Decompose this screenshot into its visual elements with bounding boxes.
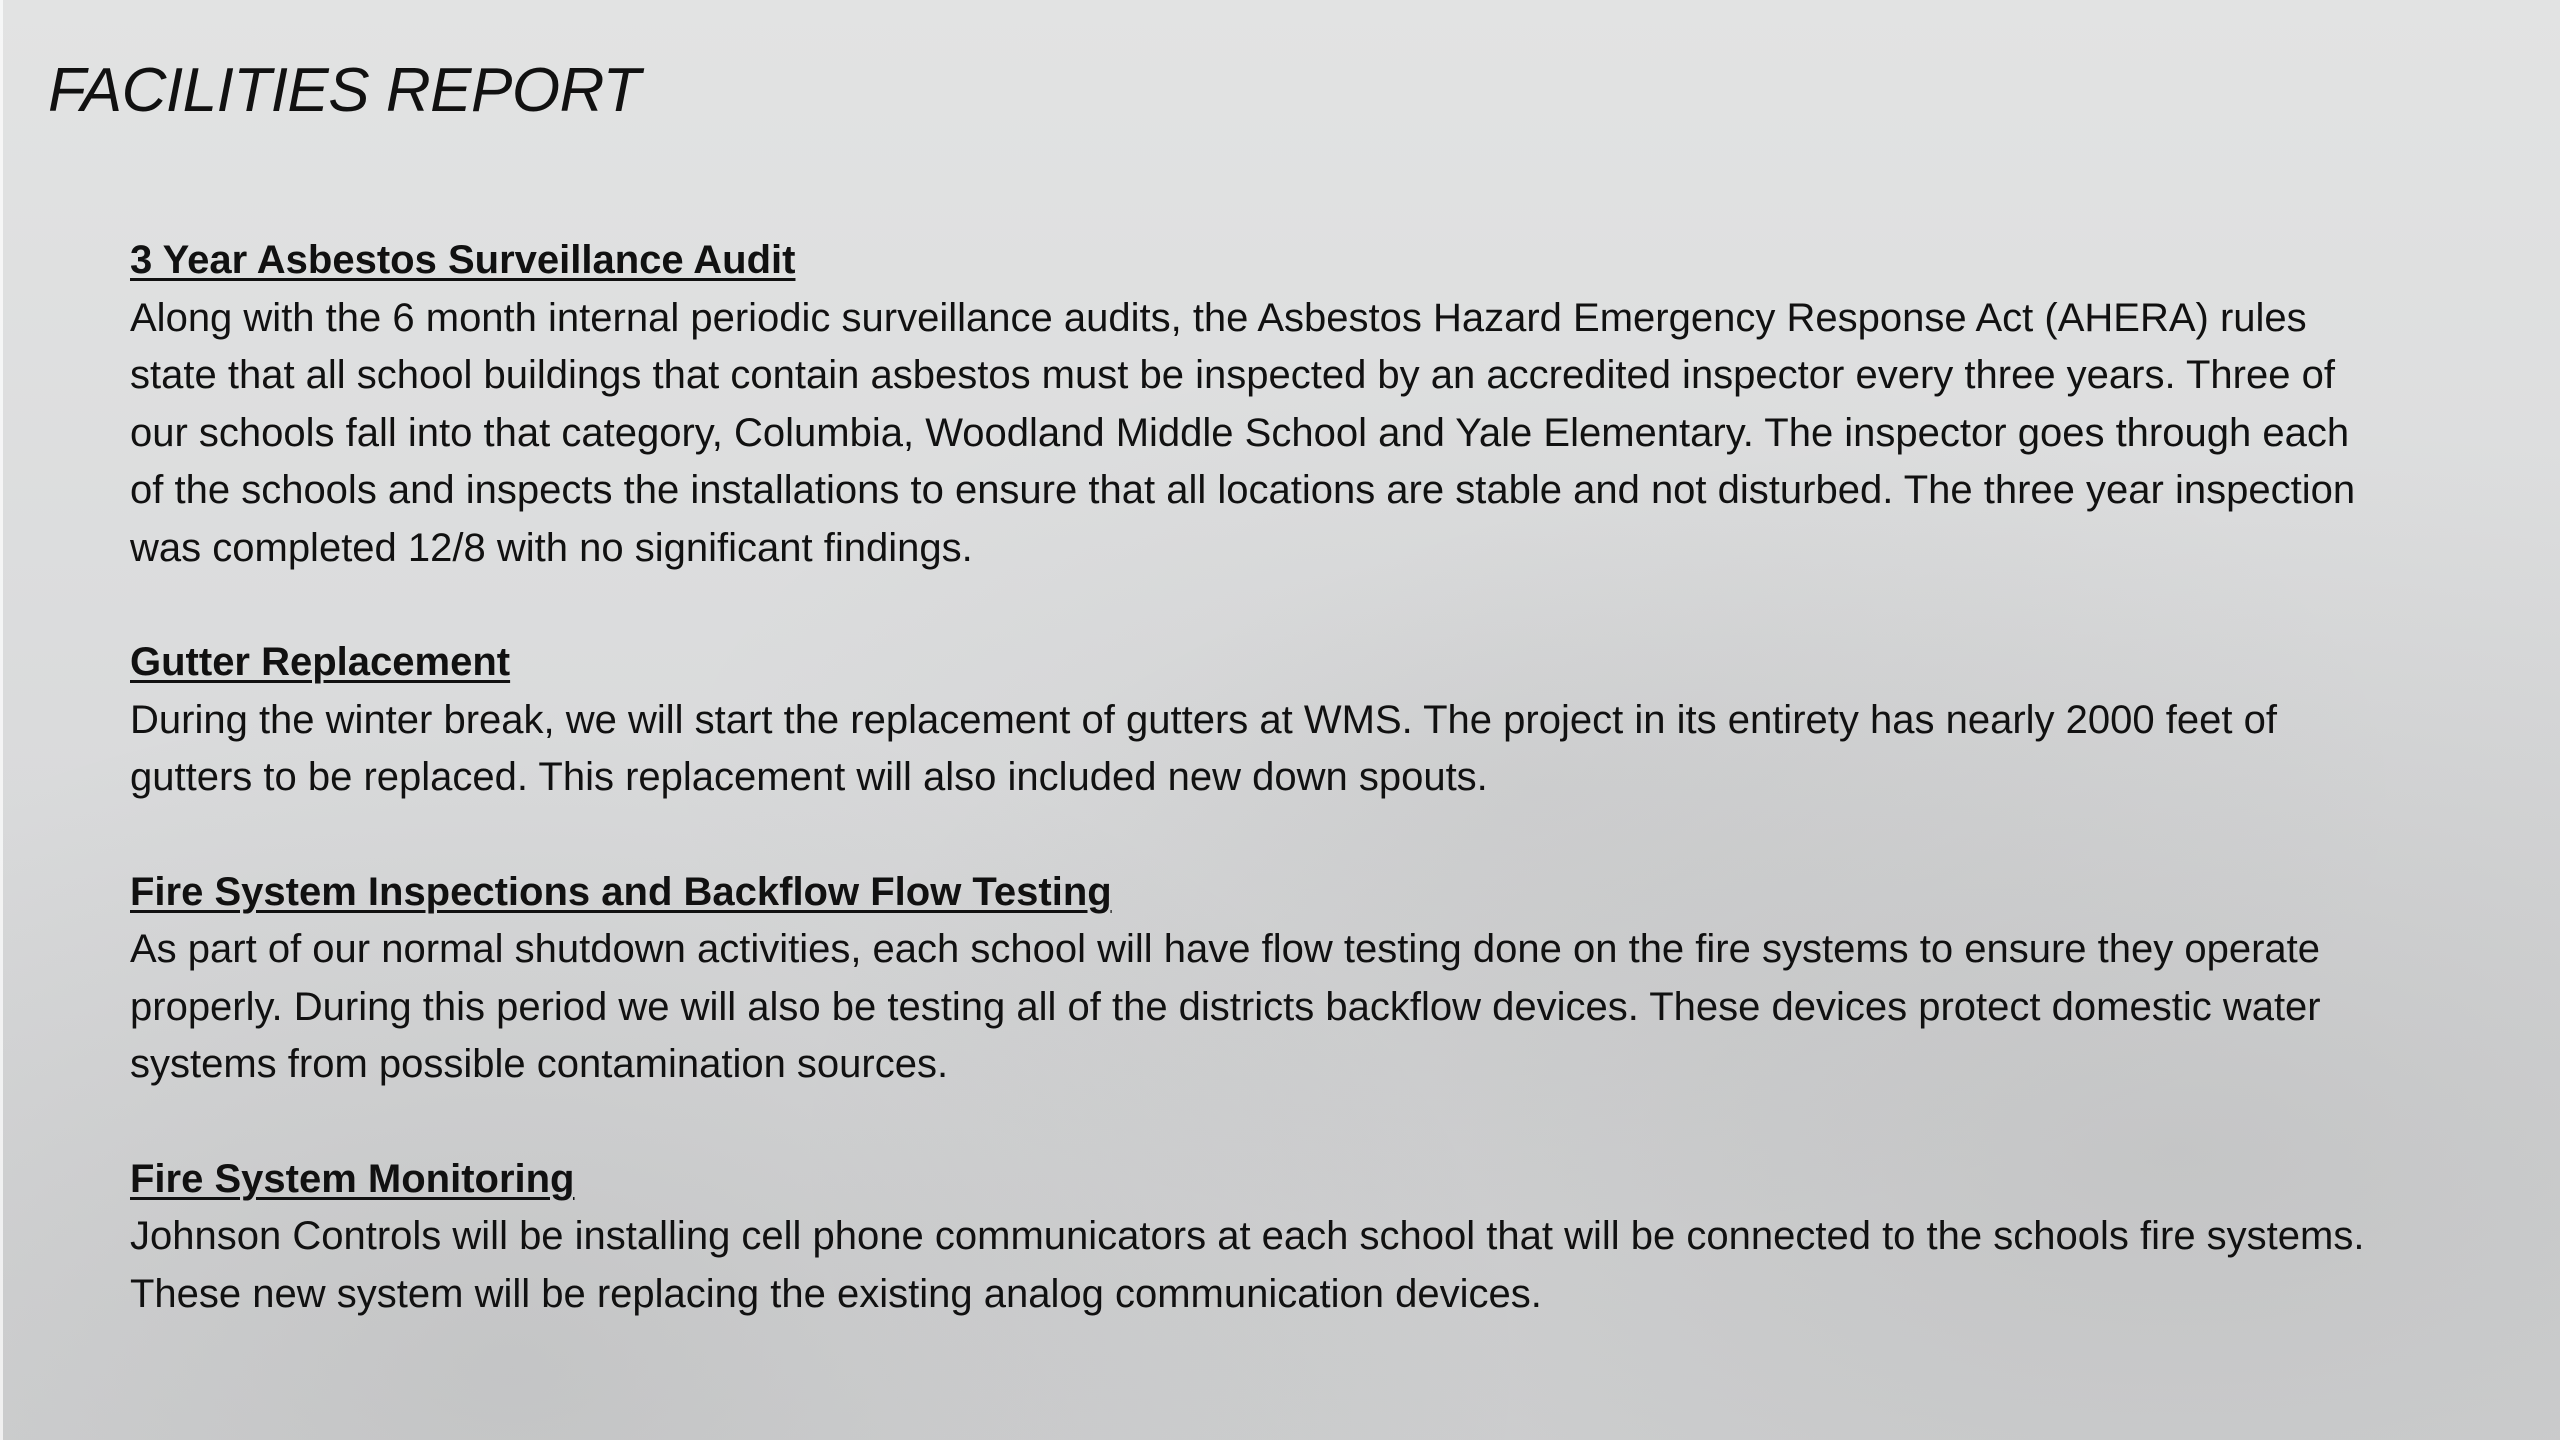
section-body: Johnson Controls will be installing cell phone communicators at each school that will be connected to the schools fire systems. These new system will be replacing the existing analog communication devices. [130,1214,2365,1316]
section-heading: 3 Year Asbestos Surveillance Audit [130,238,796,282]
section-asbestos-audit [130,232,2370,577]
section-fire-inspections [130,864,2370,1094]
section-heading: Fire System Inspections and Backflow Flow Testing [130,869,1112,914]
section-fire-monitoring [130,1151,2370,1324]
page-title: FACILITIES REPORT [48,56,641,125]
left-edge-divider [0,0,3,1440]
section-body: Along with the 6 month internal periodic surveillance audits, the Asbestos Hazard Emergency Response Act (AHERA) rules state that all school buildings that contain asbestos must be inspected by an accredited inspector every three years. Three of our schools fall into that category, Columbia, Woodland Middle School and Yale Elementary. The inspector goes through each of the schools and inspects the installations to ensure that all locations are stable and not disturbed. The three year inspection was completed 12/8 with no significant findings. [130,295,2356,570]
section-body: During the winter break, we will start the replacement of gutters at WMS. The project in its entirety has nearly 2000 feet of gutters to be replaced. This replacement will also included new down spouts. [130,697,2277,799]
section-heading: Fire System Monitoring [130,1156,575,1201]
section-gutter-replacement [130,634,2370,807]
section-body: As part of our normal shutdown activities, each school will have flow testing done on the fire systems to ensure they operate properly. During this period we will also be testing all of the districts backflow devices. These devices protect domestic water systems from possible contamination sources. [130,927,2321,1086]
section-heading: Gutter Replacement [130,640,511,684]
report-content [130,232,2370,1380]
